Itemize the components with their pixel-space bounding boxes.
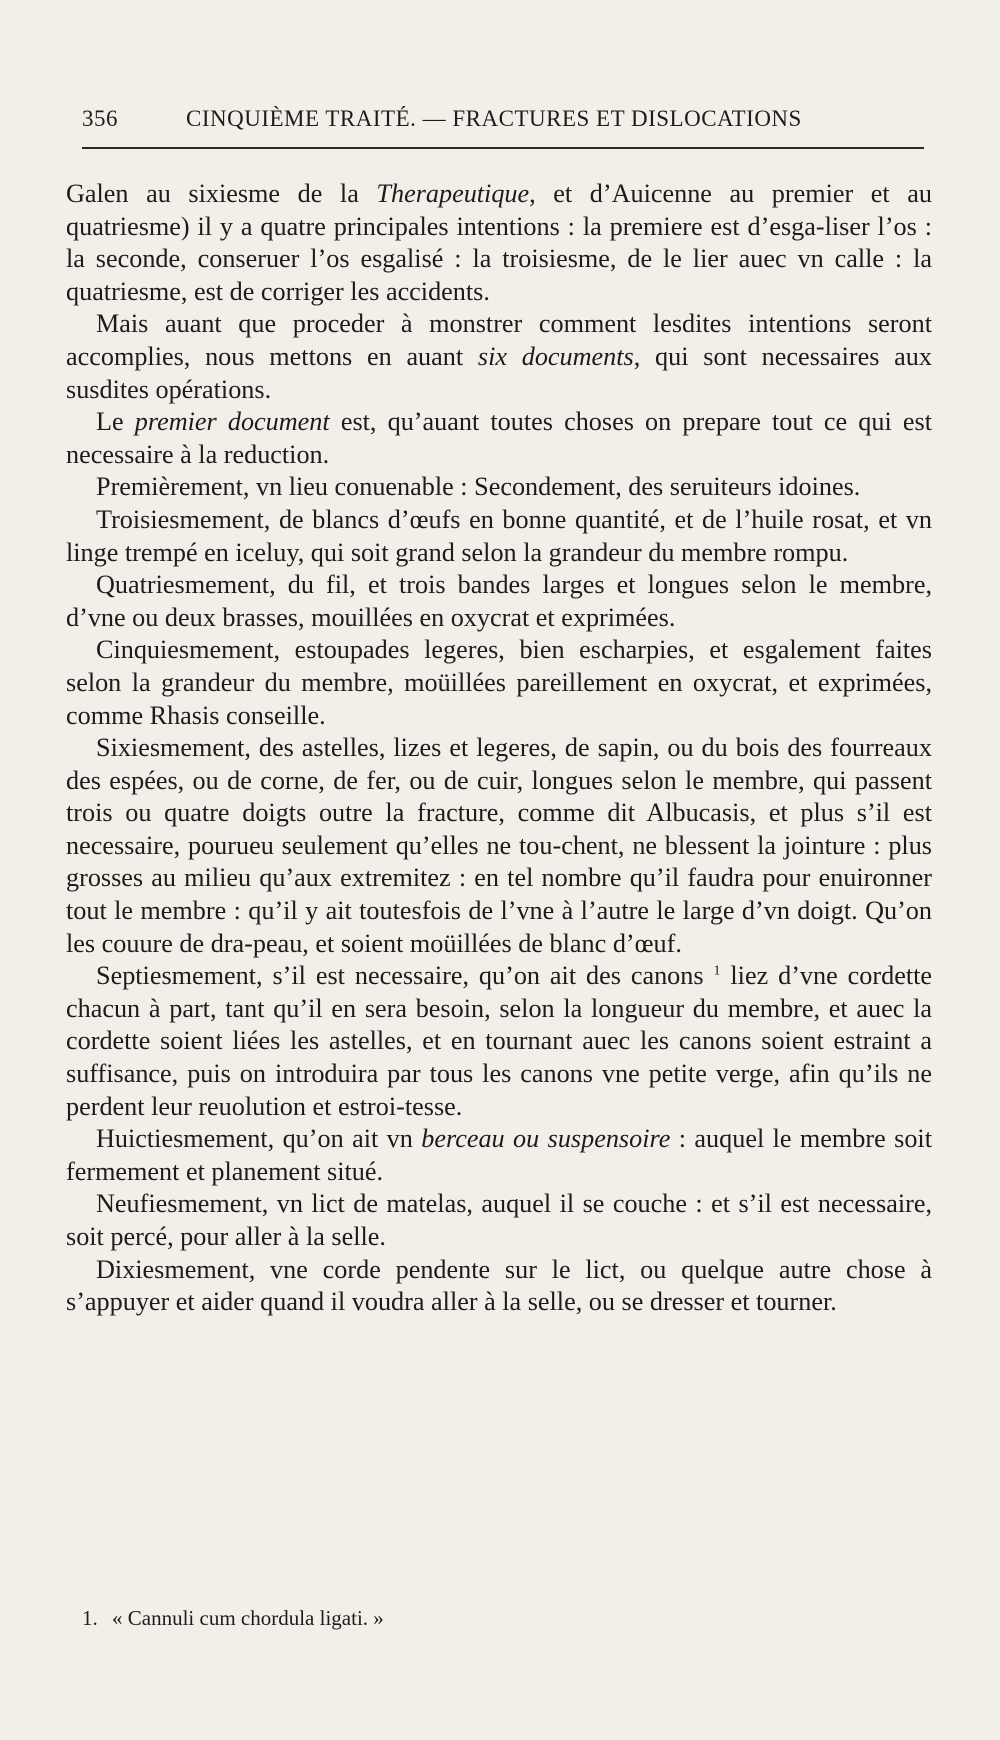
- footnote-reference: 1: [713, 963, 721, 979]
- italic-title-therapeutique: Therapeutique: [376, 179, 530, 208]
- footnote-text: « Cannuli cum chordula ligati. »: [112, 1606, 384, 1630]
- paragraph-six-documents: Mais auant que proceder à monstrer comment lesdites intentions seront accomplies, nous mettons en auant six documents, qui sont necessaires aux susdites opérations.: [66, 309, 932, 404]
- paragraph-quatriesmement: Quatriesmement, du fil, et trois bandes larges et longues selon le membre, d’vne ou deux brasses, mouillées en oxycrat et exprimées.: [66, 570, 932, 632]
- footnote: [82, 1604, 924, 1632]
- italic-six-documents: six documents: [477, 341, 634, 371]
- page-number: 356: [82, 106, 118, 131]
- paragraph-huictiesmement: Huictiesmement, qu’on ait vn berceau ou suspensoire : auquel le membre soit fermement et planement situé.: [66, 1124, 932, 1186]
- body-text: [66, 178, 932, 1319]
- footnote-number: 1.: [82, 1606, 98, 1630]
- paragraph-troisiesmement: Troisiesmement, de blancs d’œufs en bonne quantité, et de l’huile rosat, et vn linge trempé en iceluy, qui soit grand selon la grandeur du membre rompu.: [66, 504, 932, 567]
- paragraph-premier-document: Le premier document est, qu’auant toutes choses on prepare tout ce qui est necessaire à la reduction.: [66, 407, 933, 469]
- italic-premier-document: premier document: [134, 407, 330, 437]
- paragraph-septiesmement: Septiesmement, s’il est necessaire, qu’on ait des canons $^1$ liez d’vne cordette chacun à part, tant qu’il en sera besoin, selon la longueur du membre, et auec la cordette soient liées les astelles, et en tournant auec les canons soient estraint a suffisance, puis on introduira par tous les canons vne petite verge, afin qu’ils ne perdent leur reuolution et estroi-tesse.: [66, 961, 932, 1121]
- paragraph-dixiesmement: Dixiesmement, vne corde pendente sur le lict, ou quelque autre chose à s’appuyer et aider quand il voudra aller à la selle, ou se dresser et tourner.: [66, 1254, 932, 1317]
- italic-berceau: berceau ou suspensoire: [421, 1124, 671, 1154]
- paragraph-intentions: Galen au sixiesme de la Therapeutique, et d’Auicenne au premier et au quatriesme) il y a quatre principales intentions : la premiere est d’esga-liser l’os : la seconde, conseruer l’os esgalisé : la troisiesme, de le lier auec vn calle : la quatriesme, est de corriger les accidents.: [66, 179, 932, 306]
- running-head: [82, 106, 924, 132]
- header-rule: [82, 147, 924, 149]
- paragraph-neufiesmement: Neufiesmement, vn lict de matelas, auquel il se couche : et s’il est necessaire, soit percé, pour aller à la selle.: [66, 1189, 932, 1251]
- paragraph-cinquiesmement: Cinquiesmement, estoupades legeres, bien escharpies, et esgalement faites selon la grandeur du membre, moüillées pareillement en oxycrat, et exprimées, comme Rhasis conseille.: [66, 635, 932, 730]
- running-title: CINQUIÈME TRAITÉ. — FRACTURES ET DISLOCATIONS: [186, 106, 802, 131]
- paragraph-sixiesmement: Sixiesmement, des astelles, lizes et legeres, de sapin, ou du bois des fourreaux des espées, ou de corne, de fer, ou de cuir, longues selon le membre, qui passent trois ou quatre doigts outre la fracture, comme dit Albucasis, et plus s’il est necessaire, pourueu seulement qu’elles ne tou-chent, ne blessent la jointure : plus grosses au milieu qu’aux extremitez : en tel nombre qu’il faudra pour enuironner tout le membre : qu’il y ait toutesfois de l’vne à l’autre le large d’vn doigt. Qu’on les couure de dra-peau, et soient moüillées de blanc d’œuf.: [66, 733, 932, 958]
- paragraph-premierement: Premièrement, vn lieu conuenable : Secondement, des seruiteurs idoines.: [96, 472, 861, 502]
